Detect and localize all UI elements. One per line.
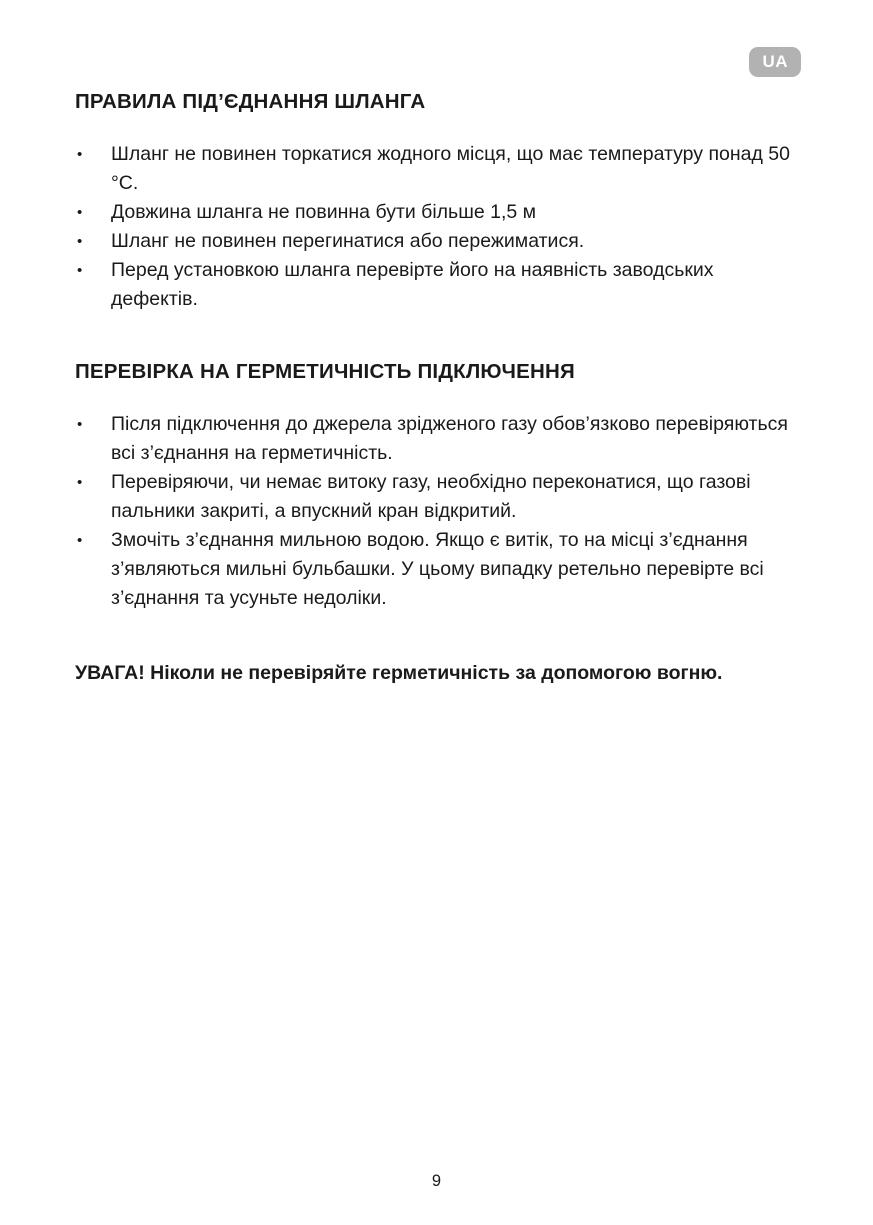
section-heading-leak-tightness-check: ПЕРЕВІРКА НА ГЕРМЕТИЧНІСТЬ ПІДКЛЮЧЕННЯ bbox=[75, 360, 575, 383]
list-item bbox=[75, 198, 801, 227]
list-item-text: Шланг не повинен перегинатися або пережиматися. bbox=[111, 230, 585, 252]
bullet-icon: • bbox=[77, 233, 83, 250]
list-item-text: Змочіть з’єднання мильною водою. Якщо є витік, то на місці з’єднання з’являються мильні бульбашки. У цьому випадку ретельно перевірте всі з’єднання та усуньте недоліки. bbox=[111, 529, 764, 609]
list-item-text: Перед установкою шланга перевірте його на наявність заводських дефектів. bbox=[111, 259, 714, 310]
list-item bbox=[75, 468, 801, 526]
bullet-icon: • bbox=[77, 204, 83, 221]
warning-text: УВАГА! Ніколи не перевіряйте герметичність за допомогою вогню. bbox=[75, 662, 723, 684]
list-item bbox=[75, 256, 801, 314]
page-content bbox=[75, 90, 801, 708]
language-badge: UA bbox=[749, 47, 801, 77]
section-heading-hose-connection-rules: ПРАВИЛА ПІД’ЄДНАННЯ ШЛАНГА bbox=[75, 90, 426, 113]
bullet-list-hose-rules bbox=[75, 140, 801, 314]
list-item bbox=[75, 140, 801, 198]
bullet-list-leak-check bbox=[75, 410, 801, 613]
bullet-icon: • bbox=[77, 532, 83, 549]
list-item bbox=[75, 526, 801, 613]
bullet-icon: • bbox=[77, 146, 83, 163]
list-item-text: Перевіряючи, чи немає витоку газу, необхідно переконатися, що газові пальники закриті, а впускний кран відкритий. bbox=[111, 471, 751, 522]
list-item-text: Шланг не повинен торкатися жодного місця, що має температуру понад 50 °С. bbox=[111, 143, 790, 194]
bullet-icon: • bbox=[77, 474, 83, 491]
list-item-text: Довжина шланга не повинна бути більше 1,5 м bbox=[111, 201, 537, 223]
list-item bbox=[75, 410, 801, 468]
bullet-icon: • bbox=[77, 262, 83, 279]
list-item-text: Після підключення до джерела зрідженого газу обов’язково перевіряються всі з’єднання на герметичність. bbox=[111, 413, 788, 464]
page-number: 9 bbox=[431, 1172, 442, 1190]
bullet-icon: • bbox=[77, 416, 83, 433]
list-item bbox=[75, 227, 801, 256]
